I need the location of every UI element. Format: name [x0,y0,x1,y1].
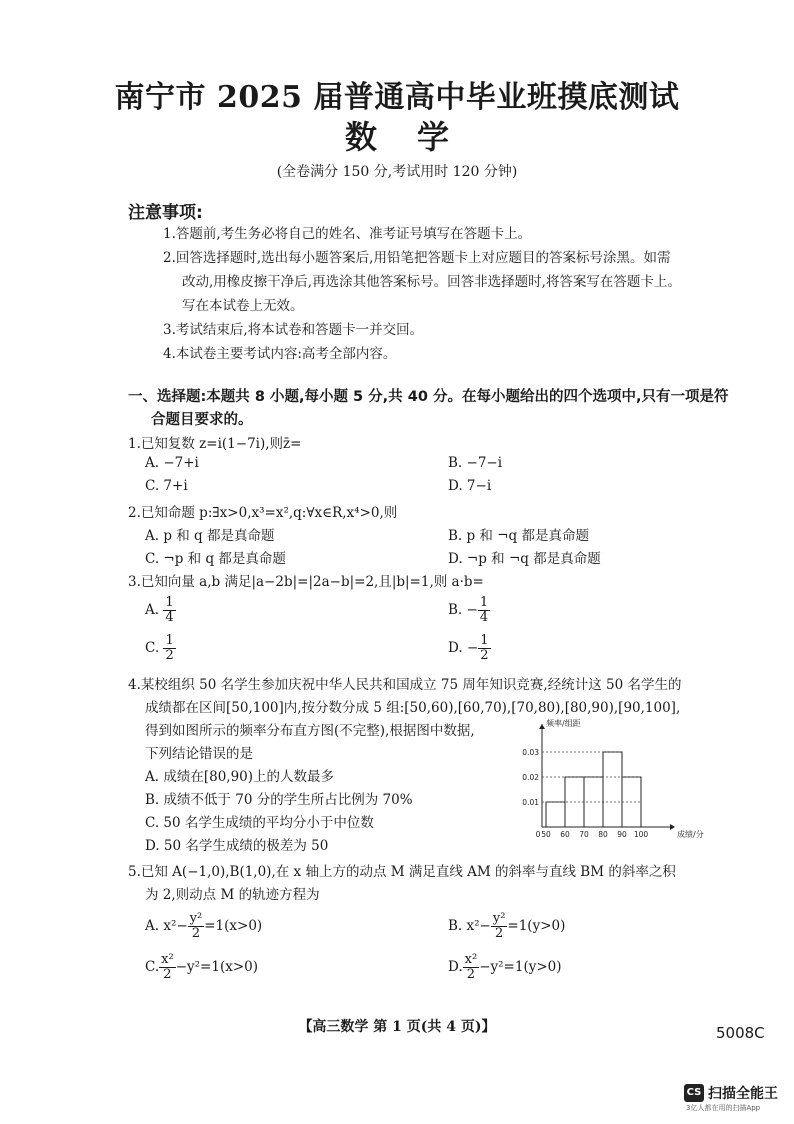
histogram-bar [603,752,622,827]
q1-option-a: A. −7+i [145,455,199,471]
question-4-stem-cont: 成绩都在区间[50,100]内,按分数分成 5 组:[50,60),[60,70),[70,80),[80,90),[90,100], [145,700,681,716]
question-4-stem: 4.某校组织 50 名学生参加庆祝中华人民共和国成立 75 周年知识竞赛,经统计这 50 名学生的 [128,677,682,693]
q3-option-b: B. − $\frac{1}{4}$ [448,595,489,625]
question-4-stem-cont: 得到如图所示的频率分布直方图(不完整),根据图中数据, [145,723,475,739]
q2-option-d: D. ¬p 和 ¬q 都是真命题 [448,551,601,567]
page-footer: 【高三数学 第 1 页(共 4 页)】 [298,1019,496,1035]
x-tick-label: 90 [617,830,627,839]
x-axis-label: 成绩/分 [677,830,704,839]
q2-option-b: B. p 和 ¬q 都是真命题 [448,528,589,544]
x-tick-label: 80 [598,830,608,839]
q1-option-c: C. 7+i [145,478,188,494]
q4-option-d: D. 50 名学生成绩的极差为 50 [145,838,329,854]
notice-item: 写在本试卷上无效。 [182,298,304,314]
q4-option-c: C. 50 名学生成绩的平均分小于中位数 [145,815,374,831]
exam-subject: 数学 [344,118,489,156]
fraction: $\frac{\text{y²}}{2}$ [492,911,506,941]
x-tick-label: 100 [633,830,649,839]
y-axis-label: 频率/组距 [546,719,581,728]
fraction: $\frac{1}{4}$ [479,595,489,625]
q1-option-b: B. −7−i [448,455,503,471]
question-3-stem: 3.已知向量 a,b 满足|a−2b|=|2a−b|=2,且|b|=1,则 a·b= [128,574,484,590]
section-heading: 一、选择题:本题共 8 小题,每小题 5 分,共 40 分。在每小题给出的四个选项中,只有一项是符 [128,389,729,405]
notice-item: 1.答题前,考生务必将自己的姓名、准考证号填写在答题卡上。 [163,226,532,242]
question-1-stem: 1.已知复数 z=i(1−7i),则z̄= [128,436,302,452]
notice-item: 4.本试卷主要考试内容:高考全部内容。 [163,346,397,362]
q5-option-a: A. x²− $\frac{\text{y²}}{2}$ =1(x>0) [145,911,263,941]
q2-option-c: C. ¬p 和 q 都是真命题 [145,551,286,567]
scanner-app-name: 扫描全能王 [708,1086,778,1102]
y-tick-label: 0.01 [522,798,539,807]
frequency-histogram [522,712,712,847]
notice-item: 改动,用橡皮擦干净后,再选涂其他答案标号。回答非选择题时,将答案写在答题卡上。 [182,274,681,290]
q3-option-d: D. − $\frac{1}{2}$ [448,633,489,663]
question-2-stem: 2.已知命题 p:∃x>0,x³=x²,q:∀x∈R,x⁴>0,则 [128,505,398,521]
scanner-tagline: 3亿人都在用的扫描App [686,1104,761,1112]
q5-option-d: D. $\frac{\text{x²}}{2}$ −y²=1(y>0) [448,952,562,982]
y-tick-label: 0.03 [522,748,539,757]
q3-option-c: C. $\frac{1}{2}$ [145,633,174,663]
question-4-stem-cont: 下列结论错误的是 [145,746,253,762]
fraction: $\frac{\text{x²}}{2}$ [464,952,478,982]
y-axis-arrow [539,724,545,729]
q1-option-d: D. 7−i [448,478,492,494]
q3-option-a: A. $\frac{1}{4}$ [145,595,174,625]
question-5-stem: 5.已知 A(−1,0),B(1,0),在 x 轴上方的动点 M 满足直线 AM 的斜率与直线 BM 的斜率之积 [128,864,676,880]
q5-option-c: C. $\frac{\text{x²}}{2}$ −y²=1(x>0) [145,952,258,982]
notice-item: 3.考试结束后,将本试卷和答题卡一并交回。 [163,322,424,338]
section-heading-cont: 合题目要求的。 [151,412,253,428]
paper-code: 5008C [716,1024,765,1042]
camscanner-logo-icon: CS [684,1084,704,1102]
origin-label: 0 [535,830,541,839]
fraction: $\frac{\text{x²}}{2}$ [161,952,174,982]
histogram-bar [546,802,565,827]
exam-title: 南宁市 2025 届普通高中毕业班摸底测试 [114,80,680,115]
q4-option-b: B. 成绩不低于 70 分的学生所占比例为 70% [145,792,413,808]
x-tick-label: 70 [579,830,589,839]
q4-option-a: A. 成绩在[80,90)上的人数最多 [145,769,335,785]
fraction: $\frac{1}{4}$ [165,595,174,625]
fraction: $\frac{1}{2}$ [165,633,174,663]
x-tick-label: 60 [560,830,570,839]
q2-option-a: A. p 和 q 都是真命题 [145,528,275,544]
exam-info: (全卷满分 150 分,考试用时 120 分钟) [276,164,518,180]
notice-heading: 注意事项: [128,203,203,223]
notice-item: 2.回答选择题时,选出每小题答案后,用铅笔把答题卡上对应题目的答案标号涂黑。如需 [163,250,671,266]
q5-option-b: B. x²− $\frac{\text{y²}}{2}$ =1(y>0) [448,911,566,941]
fraction: $\frac{\text{y²}}{2}$ [189,911,203,941]
question-5-stem-cont: 为 2,则动点 M 的轨迹方程为 [145,887,320,903]
y-tick-label: 0.02 [522,773,539,782]
x-tick-label: 50 [541,830,551,839]
fraction: $\frac{1}{2}$ [480,633,489,663]
x-axis-arrow [670,824,675,830]
